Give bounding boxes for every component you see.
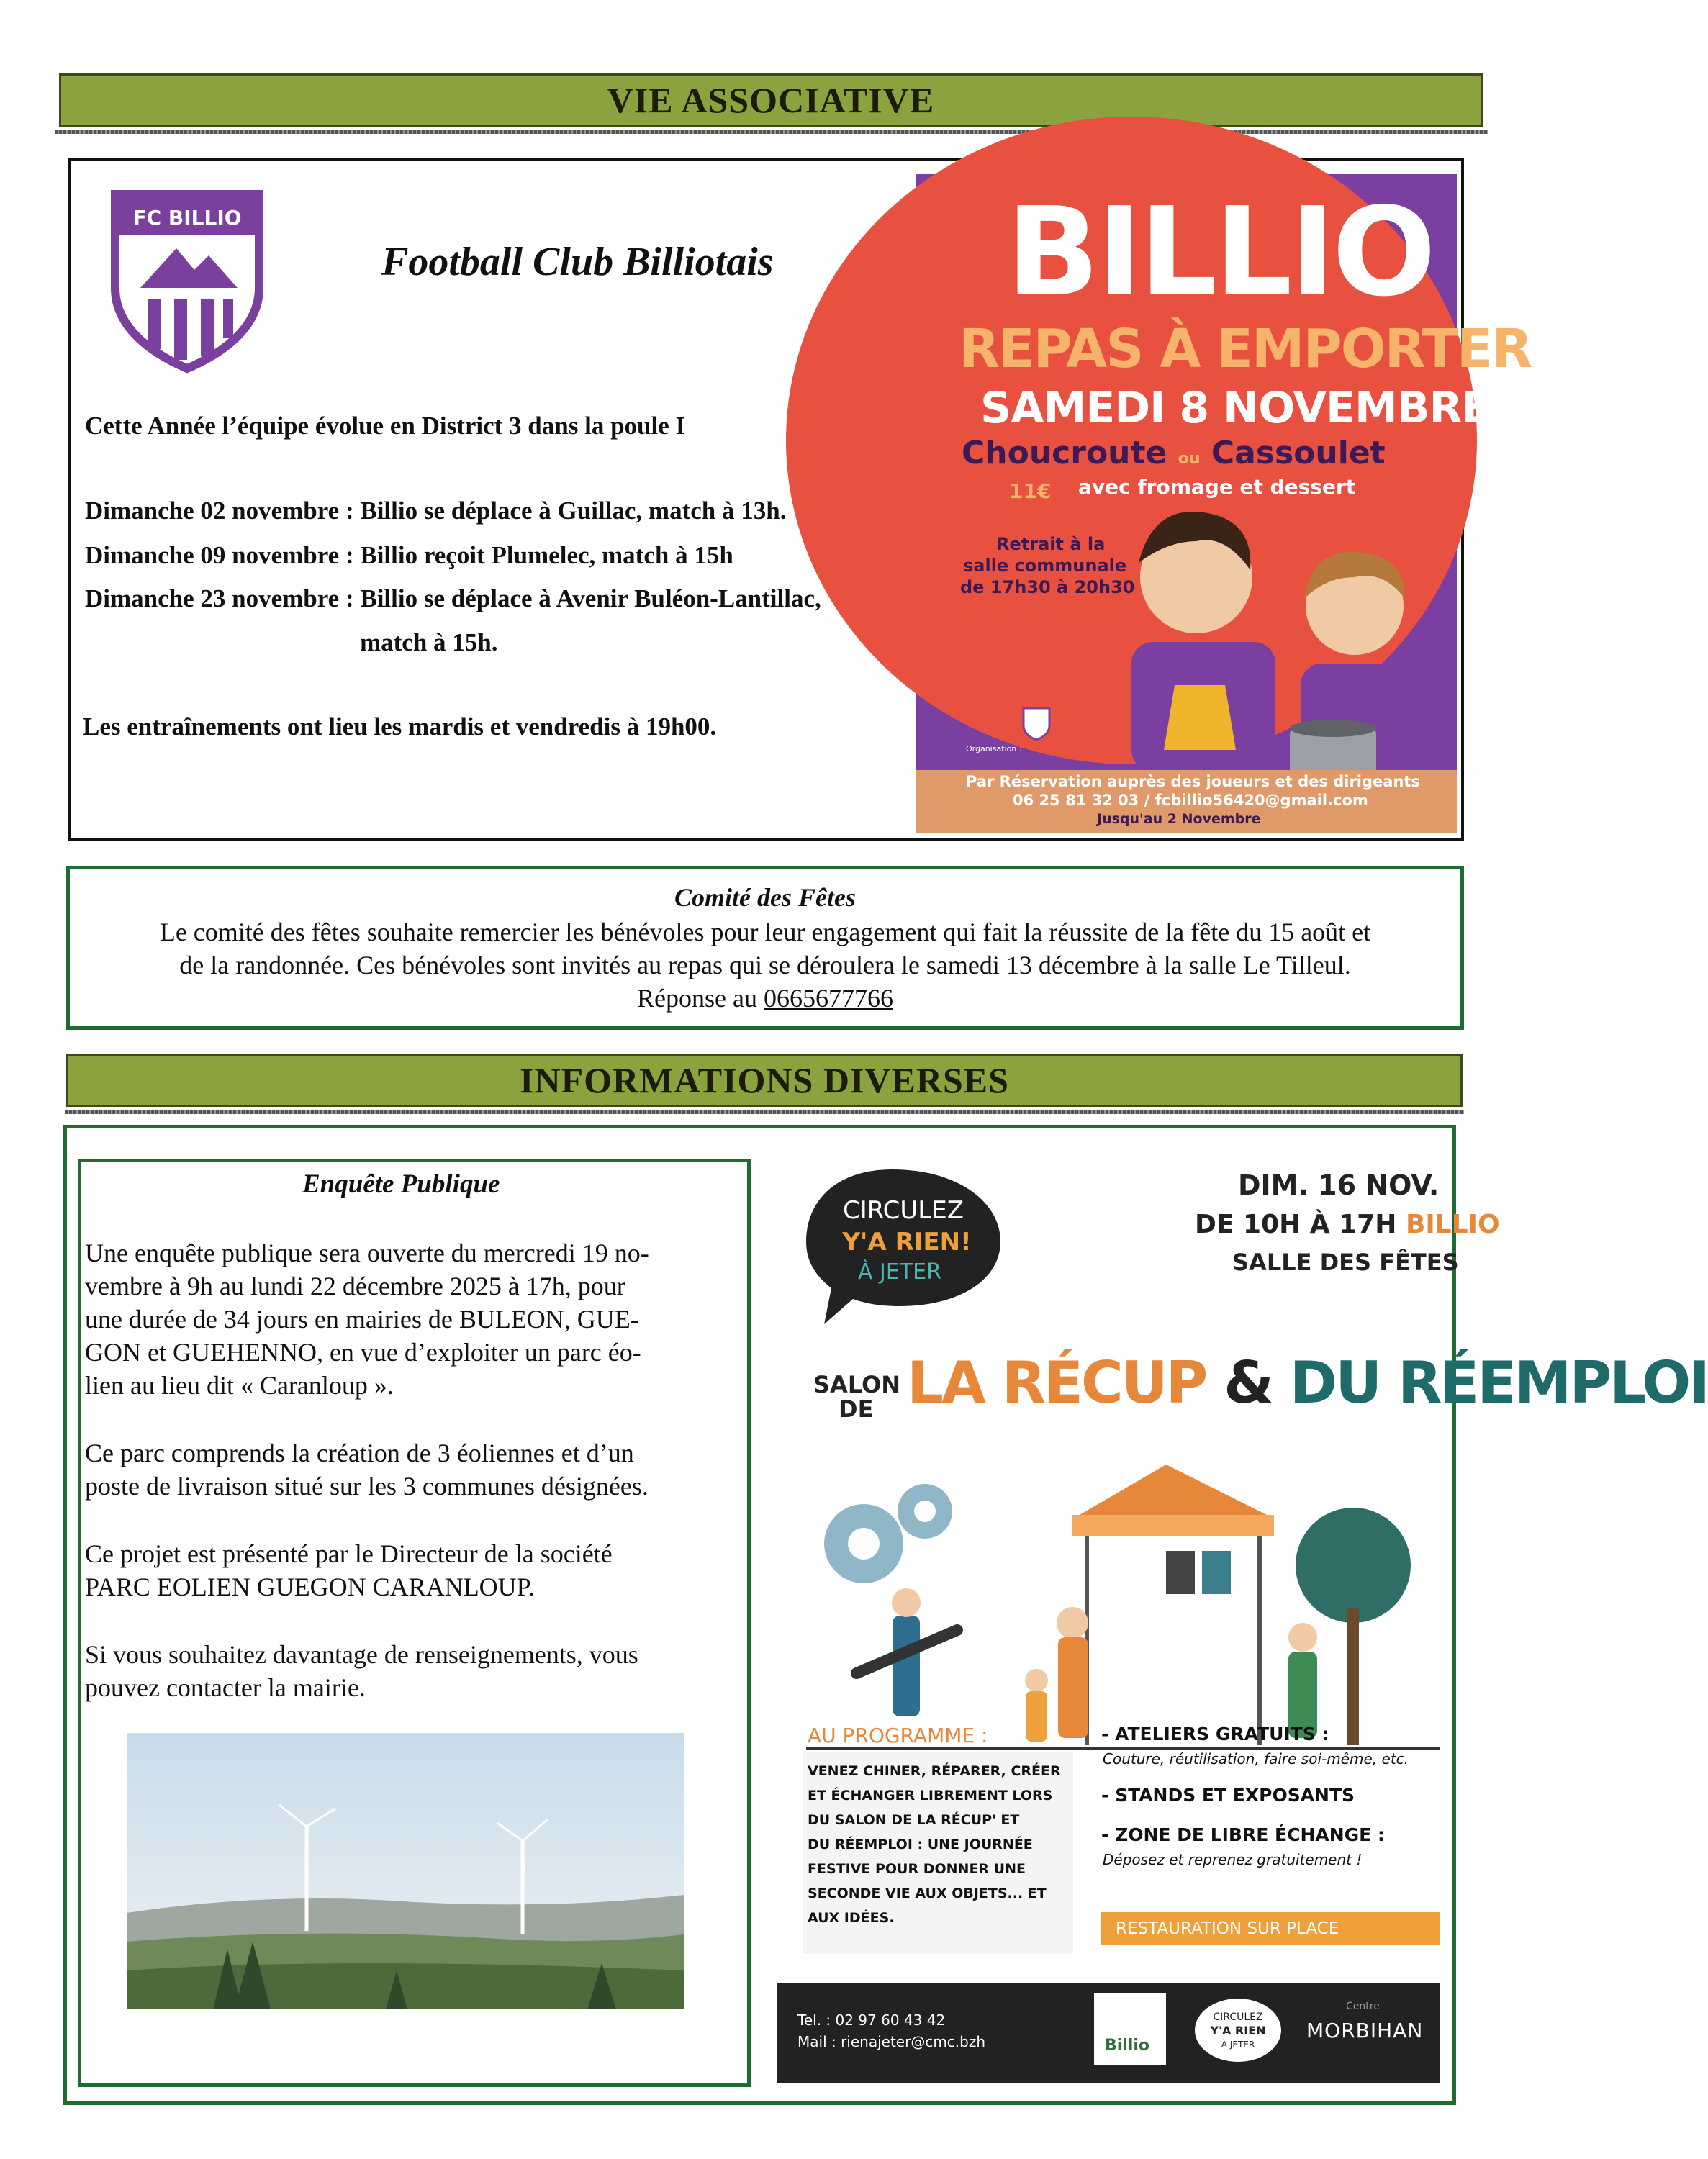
enquete-text-line: Une enquête publique sera ouverte du mercredi 19 no- (85, 1239, 649, 1267)
menu-choucroute: Choucroute (962, 435, 1167, 471)
match-line: Dimanche 02 novembre : Billio se déplace à Guillac, match à 13h. (85, 497, 787, 525)
morbihan-logo: MORBIHAN (1306, 2019, 1424, 2042)
enquete-text-line: PARC EOLIEN GUEGON CARANLOUP. (85, 1572, 535, 1601)
salon-hours-line (1195, 1210, 1500, 1239)
players-illustration (1110, 491, 1455, 793)
fc-billio-logo (108, 180, 266, 374)
salon-recup-poster (777, 1148, 1708, 2083)
reply-label: Réponse au (637, 984, 757, 1013)
enquete-text-line: vembre à 9h au lundi 22 décembre 2025 à 17h, pour (85, 1272, 625, 1300)
section-banner-informations-diverses (66, 1054, 1463, 1107)
enquete-text-line: Ce parc comprends la création de 3 éoliennes et d’un (85, 1439, 634, 1467)
programme-line: AUX IDÉES. (808, 1910, 895, 1926)
wind-farm-photo (127, 1733, 684, 2009)
ateliers: - ATELIERS GRATUITS : (1101, 1724, 1329, 1744)
enquete-text-line: poste de livraison situé sur les 3 communes désignées. (85, 1472, 649, 1501)
ateliers-detail: Couture, réutilisation, faire soi-même, etc. (1103, 1750, 1409, 1768)
footer-mail: Mail : rienajeter@cmc.bzh (797, 2033, 986, 2050)
match-line: Dimanche 23 novembre : Billio se déplace à Avenir Buléon-Lantillac, (85, 584, 821, 612)
programme-line: DU SALON DE LA RÉCUP' ET (808, 1812, 1020, 1828)
small-fc-logo-icon (1022, 707, 1051, 741)
poster-organisation: Organisation : (966, 744, 1022, 753)
enquete-text-line: Si vous souhaitez davantage de renseignements, vous (85, 1640, 638, 1669)
programme-line: VENEZ CHINER, RÉPARER, CRÉER (808, 1763, 1061, 1779)
enquete-text-line: GON et GUEHENNO, en vue d’exploiter un parc éo- (85, 1338, 641, 1367)
stands: - STANDS ET EXPOSANTS (1101, 1785, 1355, 1806)
comite-title: Comité des Fêtes (674, 883, 856, 912)
poster-menu (962, 435, 1386, 471)
reply-phone-link[interactable]: 0665677766 (763, 984, 893, 1013)
enquete-title: Enquête Publique (302, 1169, 500, 1199)
poster-deadline: Jusqu'au 2 Novembre (1097, 811, 1261, 827)
menu-cassoulet: Cassoulet (1211, 435, 1386, 471)
circulez-bubble-logo (799, 1162, 1015, 1328)
salon-hours: DE 10H À 17H (1195, 1210, 1397, 1239)
enquete-text-line: pouvez contacter la mairie. (85, 1673, 366, 1702)
programme-line: FESTIVE POUR DONNER UNE (808, 1861, 1026, 1877)
training-schedule: Les entraînements ont lieu les mardis et vendredis à 19h00. (83, 712, 717, 741)
billio-logo-text: Billio (1105, 2037, 1150, 2055)
poster-date: SAMEDI 8 NOVEMBRE (980, 383, 1491, 433)
programme-line: ET ÉCHANGER LIBREMENT LORS (808, 1788, 1053, 1803)
menu-or: ou (1178, 450, 1201, 468)
bubble-line: CIRCULEZ (842, 1196, 964, 1225)
footer-logo-line: À JETER (1221, 2040, 1255, 2050)
salon-hall: SALLE DES FÊTES (1232, 1249, 1459, 1276)
bubble-line: À JETER (858, 1259, 941, 1285)
footer-logo-line: CIRCULEZ (1213, 2011, 1263, 2023)
poster-extras: avec fromage et dessert (1078, 475, 1356, 499)
ampersand: & (1224, 1349, 1272, 1416)
zone-detail: Déposez et reprenez gratuitement ! (1103, 1851, 1363, 1868)
enquete-text-line: une durée de 34 jours en mairies de BULEON, GUE- (85, 1305, 639, 1334)
billio-meal-poster (916, 174, 1532, 833)
programme-line: SECONDE VIE AUX OBJETS... ET (808, 1886, 1047, 1901)
de-word: DE (839, 1395, 874, 1423)
salon-word: SALON (813, 1371, 901, 1398)
comite-text-line: Le comité des fêtes souhaite remercier les bénévoles pour leur engagement qui fait la réussite de la fête du 15 août et (159, 918, 1371, 946)
programme-line: DU RÉEMPLOI : UNE JOURNÉE (808, 1837, 1033, 1852)
football-club-title: Football Club Billiotais (381, 240, 774, 284)
comite-reply (70, 983, 1460, 1013)
section-title: VIE ASSOCIATIVE (607, 80, 935, 120)
logo-text: FC BILLIO (132, 206, 242, 230)
poster-price: 11€ (1009, 479, 1052, 503)
comite-des-fetes-panel (66, 866, 1464, 1030)
restauration: RESTAURATION SUR PLACE (1116, 1919, 1339, 1938)
footer-tel: Tel. : 02 97 60 43 42 (797, 2011, 946, 2029)
divider (55, 130, 1488, 134)
footer-logo-line: Y'A RIEN (1210, 2024, 1266, 2037)
poster-title: BILLIO (1006, 181, 1434, 324)
poster-pickup: Retrait à la (996, 534, 1106, 554)
billio-logo (1094, 1993, 1166, 2065)
poster-reservation: Par Réservation auprès des joueurs et des dirigeants (966, 773, 1420, 790)
salon-recup-title (907, 1349, 1708, 1416)
poster-subtitle: REPAS À EMPORTER (959, 318, 1532, 380)
football-intro: Cette Année l’équipe évolue en District 3 dans la poule I (85, 412, 686, 440)
enquete-text-line: Ce projet est présenté par le Directeur de la société (85, 1539, 613, 1568)
enquete-text-line: lien au lieu dit « Caranloup ». (85, 1371, 394, 1400)
poster-pickup: de 17h30 à 20h30 (960, 577, 1135, 597)
section-title: INFORMATIONS DIVERSES (520, 1060, 1009, 1100)
bubble-line: Y'A RIEN! (842, 1228, 972, 1257)
circulez-footer-logo (1191, 1996, 1285, 2068)
section-banner-vie-associative (59, 73, 1483, 127)
programme-title: AU PROGRAMME : (808, 1724, 988, 1747)
morbihan-small: Centre (1346, 2001, 1380, 2012)
poster-pickup: salle communale (963, 556, 1127, 576)
salon-place: BILLIO (1405, 1210, 1500, 1239)
match-line: Dimanche 09 novembre : Billio reçoit Plumelec, match à 15h (85, 541, 733, 569)
recup-word: LA RÉCUP (907, 1349, 1206, 1416)
salon-date: DIM. 16 NOV. (1238, 1169, 1440, 1201)
poster-contact: 06 25 81 32 03 / fcbillio56420@gmail.com (1013, 792, 1368, 809)
comite-text-line: de la randonnée. Ces bénévoles sont invités au repas qui se déroulera le samedi 13 décembre à la salle Le Tilleul. (179, 951, 1351, 979)
divider (65, 1110, 1464, 1114)
match-line-continued: match à 15h. (360, 628, 498, 656)
zone: - ZONE DE LIBRE ÉCHANGE : (1101, 1824, 1385, 1845)
reemploi-word: DU RÉEMPLOI (1289, 1349, 1708, 1416)
